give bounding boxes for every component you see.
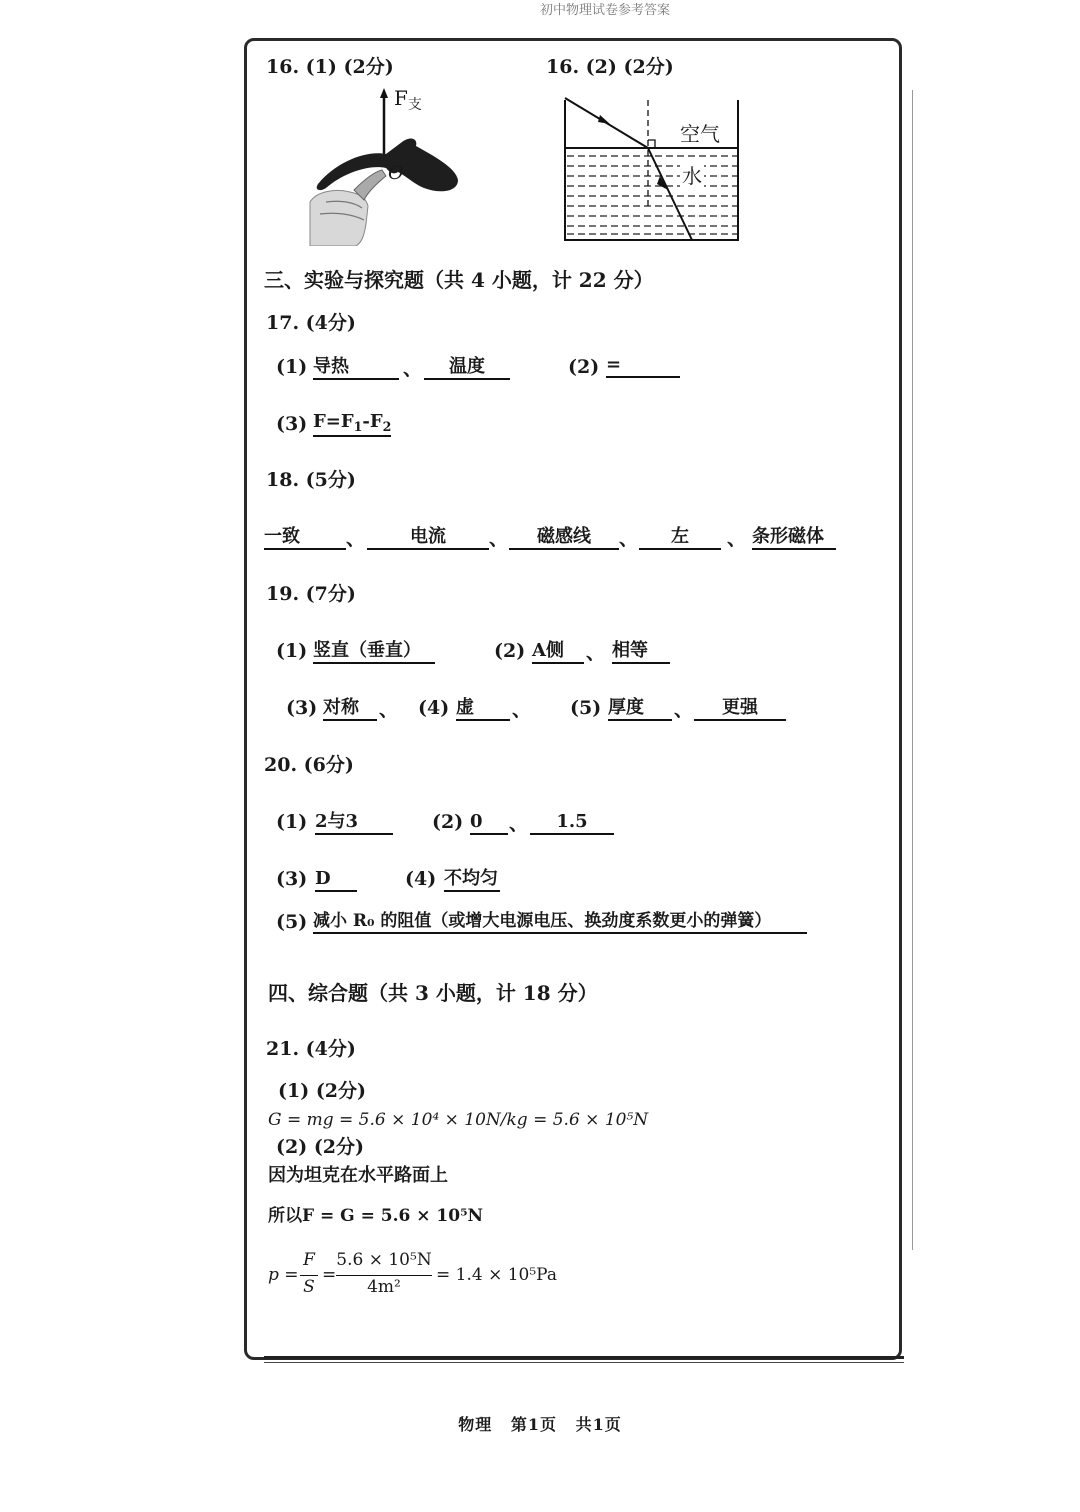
- q17-p3-answer: [313, 413, 391, 437]
- q21-p1-equation: G = mg = 5.6 × 10⁴ × 10N/kg = 5.6 × 10⁵N: [268, 1110, 649, 1130]
- q21-frac2-denominator: 4m²: [367, 1277, 401, 1297]
- q21-frac1-denominator: S: [303, 1277, 315, 1297]
- q17-p1-answer-a: 导热: [313, 358, 399, 380]
- pivot-label: O: [388, 162, 404, 184]
- q19-p5-label: (5): [570, 697, 602, 719]
- q19-p5-answer-b: 更强: [694, 699, 786, 721]
- q21-p2-line1: 因为坦克在水平路面上: [268, 1165, 448, 1186]
- q17-p2-answer: =: [606, 356, 680, 378]
- separator: 、: [489, 528, 509, 550]
- q16-part2-heading: 16. (2) (2分): [546, 56, 674, 78]
- force-label-main: F: [394, 86, 408, 110]
- footer-total: 共1页: [575, 1415, 622, 1434]
- bottom-rule-thin: [264, 1362, 904, 1363]
- top-header: 初中物理试卷参考答案: [540, 3, 671, 18]
- q19-p3-answer: 对称: [323, 699, 377, 721]
- q21-pressure-result: = 1.4 × 10⁵Pa: [436, 1265, 557, 1285]
- q20-p2-label: (2): [432, 811, 464, 833]
- q17-p3-sub2: 2: [382, 418, 392, 434]
- q20-p1-answer: 2与3: [315, 813, 393, 835]
- q19-heading: 19. (7分): [266, 583, 356, 605]
- separator: 、: [379, 699, 399, 721]
- q21-equal-sign: =: [322, 1265, 337, 1285]
- footer-subject: 物理: [458, 1415, 493, 1434]
- q21-frac1-numerator: F: [303, 1250, 315, 1270]
- separator: 、: [674, 699, 694, 721]
- page-footer: [0, 1412, 1080, 1435]
- separator: 、: [512, 699, 532, 721]
- q18-answer-1: 一致: [264, 528, 346, 550]
- q21-p1-label: (1) (2分): [278, 1080, 367, 1102]
- separator: 、: [727, 528, 747, 550]
- q18-answer-5: 条形磁体: [752, 528, 836, 550]
- q20-p1-label: (1): [276, 811, 308, 833]
- q21-p2-label: (2) (2分): [276, 1136, 365, 1158]
- separator: 、: [509, 813, 529, 835]
- q20-p2-answer-a: 0: [470, 813, 508, 835]
- q19-p3-label: (3): [286, 697, 318, 719]
- q20-p3-label: (3): [276, 868, 308, 890]
- q21-p2-line2: 所以F = G = 5.6 × 10⁵N: [268, 1206, 484, 1226]
- q19-p2-answer-a: A侧: [532, 642, 584, 664]
- q17-p2-label: (2): [568, 356, 600, 378]
- q16-part1-heading: 16. (1) (2分): [266, 56, 394, 78]
- q19-p1-label: (1): [276, 640, 308, 662]
- q21-pressure-lhs: p =: [268, 1265, 299, 1285]
- force-label: [394, 86, 422, 114]
- separator: 、: [586, 642, 606, 664]
- q18-answer-2: 电流: [367, 528, 489, 550]
- q20-p2-answer-b: 1.5: [530, 813, 614, 835]
- q17-p3-minus: -F: [362, 411, 383, 432]
- q20-heading: 20. (6分): [264, 754, 354, 776]
- water-label: 水: [680, 160, 704, 189]
- q19-p2-answer-b: 相等: [612, 642, 670, 664]
- footer-page: 第1页: [510, 1415, 557, 1434]
- q19-p4-label: (4): [418, 697, 450, 719]
- q19-p2-label: (2): [494, 640, 526, 662]
- q20-p4-label: (4): [405, 868, 437, 890]
- q20-p5-answer: 减小 R₀ 的阻值（或增大电源电压、换劲度系数更小的弹簧）: [313, 913, 807, 934]
- force-label-sub: 支: [407, 97, 422, 114]
- q20-p3-answer: D: [315, 870, 357, 892]
- separator: 、: [403, 358, 423, 380]
- q17-p3-f: F=F: [313, 411, 354, 432]
- q19-p1-answer: 竖直（垂直）: [313, 642, 435, 664]
- q20-p5-label: (5): [276, 911, 308, 933]
- air-label: 空气: [680, 122, 720, 146]
- section4-title: 四、综合题（共 3 小题，计 18 分）: [268, 981, 598, 1005]
- q17-p1-label: (1): [276, 356, 308, 378]
- bottom-rule: [264, 1356, 904, 1359]
- q19-p4-answer: 虚: [456, 699, 510, 721]
- q17-p1-answer-b: 温度: [424, 358, 510, 380]
- q17-p3-label: (3): [276, 413, 308, 435]
- q21-frac2-bar: [336, 1275, 432, 1276]
- separator: 、: [619, 528, 639, 550]
- q21-frac2-numerator: 5.6 × 10⁵N: [336, 1250, 432, 1270]
- q19-p5-answer-a: 厚度: [608, 699, 672, 721]
- q17-heading: 17. (4分): [266, 312, 356, 334]
- q18-answer-3: 磁感线: [509, 528, 619, 550]
- q21-heading: 21. (4分): [266, 1038, 356, 1060]
- q20-p4-answer: 不均匀: [444, 870, 500, 892]
- q17-p3-sub1: 1: [353, 418, 363, 434]
- separator: 、: [346, 528, 366, 550]
- q21-frac1-bar: [300, 1275, 318, 1276]
- section3-title: 三、实验与探究题（共 4 小题，计 22 分）: [264, 268, 654, 292]
- q18-heading: 18. (5分): [266, 469, 356, 491]
- right-edge-line: [912, 90, 913, 1250]
- q18-answer-4: 左: [639, 528, 721, 550]
